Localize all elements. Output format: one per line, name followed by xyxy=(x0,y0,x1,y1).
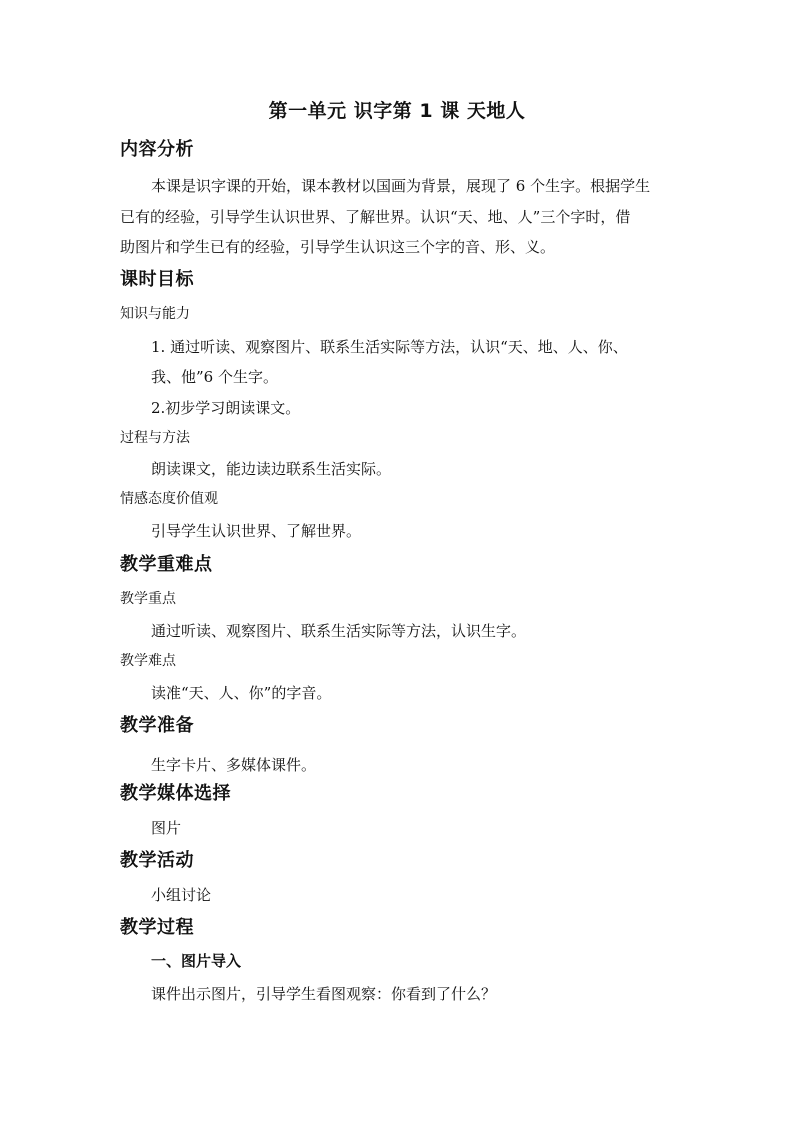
subheading-process: 过程与方法 xyxy=(120,430,190,446)
paragraph-line: 2.初步学习朗读课文。 xyxy=(151,399,301,417)
subheading-knowledge: 知识与能力 xyxy=(120,306,190,322)
paragraph-line: 本课是识字课的开始，课本教材以国画为背景，展现了 6 个生字。根据学生 xyxy=(151,177,651,195)
paragraph-line: 通过听读、观察图片、联系生活实际等方法，认识生字。 xyxy=(151,622,527,640)
subheading-focus: 教学重点 xyxy=(120,591,176,607)
paragraph-line: 小组讨论 xyxy=(151,886,212,904)
subheading-step1: 一、图片导入 xyxy=(151,952,242,970)
document-title: 第一单元 识字第 1 课 天地人 xyxy=(268,100,526,122)
subheading-difficulty: 教学难点 xyxy=(120,653,176,669)
heading-objectives: 课时目标 xyxy=(120,269,194,290)
paragraph-line: 读准“天、人、你”的字音。 xyxy=(151,684,332,702)
paragraph-line: 生字卡片、多媒体课件。 xyxy=(151,756,317,774)
paragraph-line: 课件出示图片，引导学生看图观察：你看到了什么？ xyxy=(151,985,497,1003)
paragraph-line: 我、他”6 个生字。 xyxy=(151,368,278,386)
paragraph-line: 1. 通过听读、观察图片、联系生活实际等方法，认识“天、地、人、你、 xyxy=(151,338,628,356)
heading-process: 教学过程 xyxy=(120,917,194,938)
heading-preparation: 教学准备 xyxy=(120,715,194,736)
heading-content-analysis: 内容分析 xyxy=(120,139,194,160)
paragraph-line: 助图片和学生已有的经验，引导学生认识这三个字的音、形、义。 xyxy=(120,238,556,256)
heading-activity: 教学活动 xyxy=(120,850,194,871)
heading-media: 教学媒体选择 xyxy=(120,783,231,804)
paragraph-line: 图片 xyxy=(151,819,182,837)
paragraph-line: 朗读课文，能边读边联系生活实际。 xyxy=(151,460,392,478)
paragraph-line: 引导学生认识世界、了解世界。 xyxy=(151,522,362,540)
paragraph-line: 已有的经验，引导学生认识世界、了解世界。认识“天、地、人”三个字时，借 xyxy=(120,208,631,226)
heading-key-points: 教学重难点 xyxy=(120,554,213,575)
subheading-emotion: 情感态度价值观 xyxy=(120,491,218,507)
